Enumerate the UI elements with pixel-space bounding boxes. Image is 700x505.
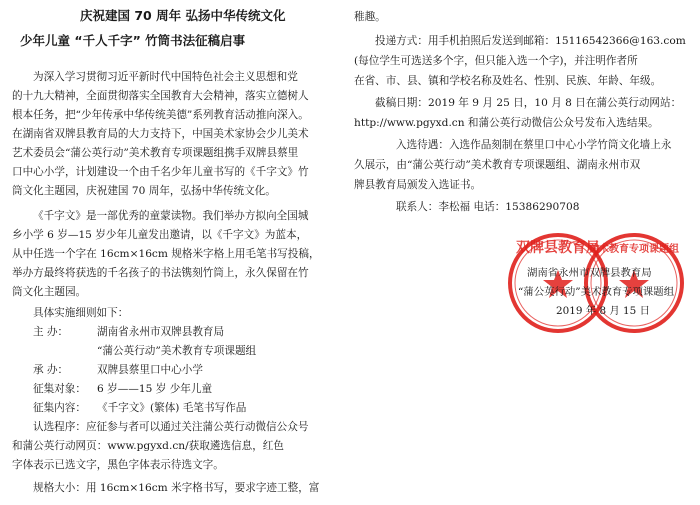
content-row	[33, 400, 246, 418]
right-line-6: http://www.pgyxd.cn 和蒲公英行动微信公众号发布入选结果。	[354, 117, 659, 129]
right-line-1: 稚趣。	[354, 11, 386, 23]
title-line-2: 少年儿童 “千人千字” 竹筒书法征稿启事	[20, 33, 246, 48]
content-label: 征集内容：	[33, 402, 86, 414]
para2-line-5: 筒文化主题园。	[12, 286, 87, 298]
target-row	[33, 381, 212, 399]
signature-org-2: “蒲公英行动”美术教育专项课题组	[518, 286, 675, 298]
select-line-2: 和蒲公英行动网页：www.pgyxd.cn/获取遴选信息，红色	[12, 440, 284, 452]
host-label: 主 办：	[33, 326, 69, 338]
intro-line-2: 的十九大精神，全面贯彻落实全国教育大会精神，落实立德树人	[12, 90, 309, 102]
spec-line: 规格大小：用 16cm×16cm 米字格书写，要求字迹工整，富	[33, 482, 320, 494]
intro-line-7: 筒文化主题园，庆祝建国 70 周年，弘扬中华传统文化。	[12, 185, 276, 197]
title-line-1: 庆祝建国 70 周年 弘扬中华传统文化	[80, 8, 286, 23]
intro-line-3: 根本任务，把“少年传承中华传统美德”系列教育活动推向深入。	[12, 109, 309, 121]
right-line-9: 牌县教育局颁发入选证书。	[354, 179, 482, 191]
right-line-5: 截稿日期：2019 年 9 月 25 日，10 月 8 日在蒲公英行动网站：	[375, 97, 682, 109]
intro-line-6: 口中心小学，计划建设一个由千名少年儿童书写的《千字文》竹	[12, 166, 309, 178]
host-row	[33, 324, 224, 342]
intro-line-4: 在湖南省双牌县教育局的大力支持下，中国美术家协会少儿美术	[12, 128, 309, 140]
host-value-2: “蒲公英行动”美术教育专项课题组	[97, 345, 257, 357]
signature-org-1: 湖南省永州市双牌县教育局	[527, 267, 652, 279]
select-line-1: 认选程序：应征参与者可以通过关注蒲公英行动微信公众号	[33, 421, 309, 433]
right-line-8: 久展示，由“蒲公英行动”美术教育专项课题组、湖南永州市双	[354, 159, 641, 171]
right-line-2: 投递方式：用手机拍照后发送到邮箱：15116542366@163.com	[375, 35, 686, 47]
right-line-7: 入选待遇：入选作品刻制在蔡里口中心小学竹筒文化墙上永	[396, 139, 672, 151]
select-line-3: 字体表示已选文字，黑色字体表示待选文字。	[12, 459, 224, 471]
target-label: 征集对象：	[33, 383, 86, 395]
para2-line-2: 乡小学 6 岁—15 岁少年儿童发出邀请，以《千字文》为蓝本，	[12, 229, 308, 241]
content-value: 《千字文》(繁体) 毛笔书写作品	[97, 402, 247, 414]
para2-line-1: 《千字文》是一部优秀的童蒙读物。我们举办方拟向全国城	[33, 210, 309, 222]
seal-2-text: 美术教育专项课题组	[589, 244, 679, 255]
detail-intro: 具体实施细则如下：	[33, 307, 129, 319]
target-value: 6 岁——15 岁 少年儿童	[97, 383, 213, 395]
para2-line-3: 从中任选一个字在 16cm×16cm 规格米字格上用毛笔书写投稿，	[12, 248, 320, 260]
intro-line-5: 艺术委员会“蒲公英行动”美术教育专项课题组携手双牌县蔡里	[12, 147, 299, 159]
para2-line-4: 举办方最终将获选的千名孩子的书法镌刻竹筒上，永久保留在竹	[12, 267, 309, 279]
undertake-label: 承 办：	[33, 364, 69, 376]
undertake-value: 双牌县蔡里口中心小学	[97, 364, 203, 376]
intro-line-1: 为深入学习贯彻习近平新时代中国特色社会主义思想和党	[33, 71, 298, 83]
seal-1-text: 双牌县教育局	[516, 240, 600, 256]
host-value-1: 湖南省永州市双牌县教育局	[97, 326, 225, 338]
right-line-4: 在省、市、县、镇和学校名称及姓名、性别、民族、年龄、年级。	[354, 75, 662, 87]
contact-line: 联系人：李松福 电话：15386290708	[396, 201, 580, 213]
right-line-3: (每位学生可选送多个字，但只能入选一个字)，并注明作者所	[354, 55, 638, 67]
undertake-row	[33, 362, 203, 380]
signature-date: 2019 年 8 月 15 日	[556, 305, 650, 317]
